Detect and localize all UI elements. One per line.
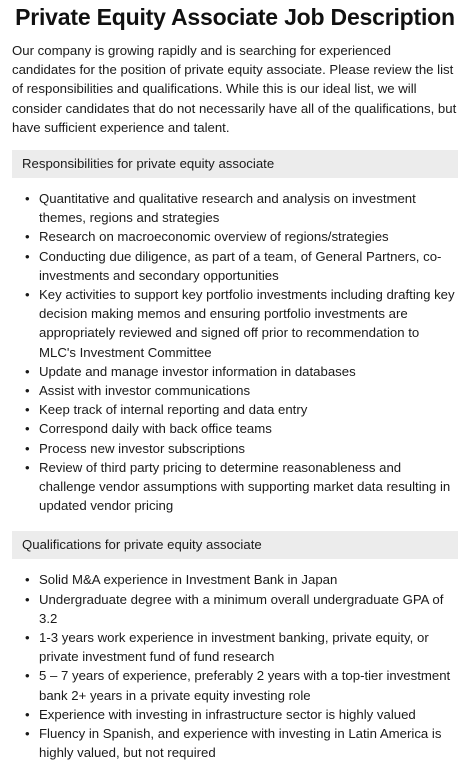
list-item-text: Correspond daily with back office teams: [39, 421, 272, 437]
responsibilities-heading: Responsibilities for private equity associate: [12, 150, 458, 178]
list-item-text: Experience with investing in infrastructure sector is highly valued: [39, 706, 416, 722]
bullet-icon: •: [25, 229, 30, 245]
bullet-icon: •: [25, 668, 30, 684]
intro-paragraph: Our company is growing rapidly and is searching for experienced candidates for the position of private equity associate. Please review the list of responsibilities and qualifications. While this is our ideal list, we will consider candidates that do not necessarily have all of the qualifications, but have sufficient experience and talent.: [12, 43, 457, 135]
list-item: [12, 227, 458, 246]
list-item-text: Fluency in Spanish, and experience with investing in Latin America is highly valued, but not required: [39, 726, 442, 761]
list-item: [12, 628, 458, 666]
bullet-icon: •: [25, 402, 30, 418]
list-item-text: Keep track of internal reporting and data entry: [39, 402, 308, 418]
bullet-icon: •: [25, 572, 30, 588]
bullet-icon: •: [25, 440, 30, 456]
list-item: [12, 285, 458, 362]
list-item-text: Solid M&A experience in Investment Bank in Japan: [39, 572, 338, 588]
qualifications-list: [12, 570, 458, 762]
list-item-text: Assist with investor communications: [39, 383, 251, 399]
list-item-text: 1-3 years work experience in investment banking, private equity, or private investment fund of fund research: [39, 630, 429, 665]
bullet-icon: •: [25, 191, 30, 207]
list-item-text: Update and manage investor information in databases: [39, 363, 356, 379]
bullet-icon: •: [25, 363, 30, 379]
bullet-icon: •: [25, 591, 30, 607]
list-item-text: Key activities to support key portfolio investments including drafting key decision making memos and ensuring portfolio investments are appropriately reviewed and signed off prior to recommendation to MLC's Investment Committee: [39, 287, 455, 360]
list-item: [12, 419, 458, 438]
list-item-text: 5 – 7 years of experience, preferably 2 years with a top-tier investment bank 2+ years in a private equity investing role: [39, 668, 451, 703]
list-item-text: Conducting due diligence, as part of a team, of General Partners, co-investments and secondary opportunities: [39, 248, 442, 283]
list-item: [12, 189, 458, 227]
list-item-text: Research on macroeconomic overview of regions/strategies: [39, 229, 389, 245]
list-item: [12, 247, 458, 285]
bullet-icon: •: [25, 421, 30, 437]
list-item: [12, 590, 458, 628]
list-item: [12, 381, 458, 400]
list-item: [12, 666, 458, 704]
list-item: [12, 570, 458, 589]
bullet-icon: •: [25, 383, 30, 399]
bullet-icon: •: [25, 287, 30, 303]
page-title: Private Equity Associate Job Description: [15, 4, 455, 30]
list-item: [12, 362, 458, 381]
qualifications-heading: Qualifications for private equity associate: [12, 531, 458, 559]
list-item: [12, 439, 458, 458]
list-item: [12, 724, 458, 762]
list-item-text: Process new investor subscriptions: [39, 440, 245, 456]
responsibilities-list: [12, 189, 458, 515]
list-item: [12, 705, 458, 724]
bullet-icon: •: [25, 630, 30, 646]
list-item: [12, 400, 458, 419]
list-item-text: Undergraduate degree with a minimum overall undergraduate GPA of 3.2: [39, 591, 444, 626]
bullet-icon: •: [25, 706, 30, 722]
bullet-icon: •: [25, 248, 30, 264]
list-item-text: Quantitative and qualitative research and analysis on investment themes, regions and strategies: [39, 191, 416, 226]
list-item: [12, 458, 458, 516]
bullet-icon: •: [25, 726, 30, 742]
bullet-icon: •: [25, 459, 30, 475]
list-item-text: Review of third party pricing to determine reasonableness and challenge vendor assumptions with supporting market data resulting in updated vendor pricing: [39, 459, 451, 514]
